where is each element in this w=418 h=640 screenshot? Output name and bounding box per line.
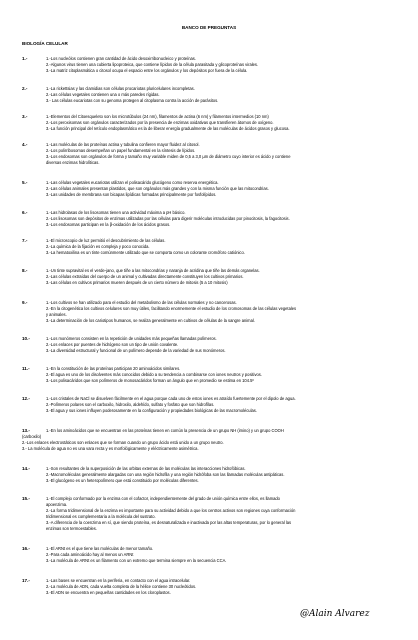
question-statements — [46, 546, 402, 564]
statement-line: 3.- La molécula de agua no es una vara recta y es morfológicamente y eléctricamente asimétrica. — [22, 446, 199, 452]
statement-line: 2.-Polímeros polares son el carboxilo, hidroxilo, aldehído, sulfato y fosfato que son hidrofílas. — [46, 402, 215, 408]
statement-line: enzimas son termoestables. — [46, 526, 97, 532]
statement-line: 3.-La hematoxilina es un tinte comúnmente utilizado que se comporta como un colorante cromóforo catiónico. — [46, 250, 245, 256]
statement-line: 1.-Los cristales de NaCl se disuelven fácilmente en el agua porque cada uno de estos iones es atraído fuertemente por el dipolo de agua. — [46, 396, 296, 401]
question-statements — [46, 578, 402, 596]
question-statements — [46, 336, 402, 354]
statement-line: 1.-El ARNt es el que tiene las moléculas de menor tamaño. — [46, 546, 154, 551]
question-number: 4.- — [22, 142, 28, 147]
statement-line: 2.-En la citogenética los cultivos celulares son muy útiles, facilitando enormemente el estudio de los cromosomas de las células vegetales — [46, 306, 297, 312]
statement-line: 1.-El microscopio de luz permitió el descubrimiento de las células. — [46, 238, 166, 243]
statement-line: 3.-Los endosomas participan en la β-oxidación de los ácidos grasos. — [46, 222, 171, 228]
statement-line: 3.-El ADN se encuentra en pequeñas cantidades en los cloroplastos. — [46, 590, 171, 596]
statement-line: 3.-La molécula de ARNt es un filamento con un extremo que termina siempre en la secuencia CCA. — [46, 558, 227, 564]
question-number: 14.- — [22, 466, 30, 471]
statement-line: 2.-Para cada aminoácido hay al menos un ARNt — [46, 552, 134, 558]
statement-line: 2.-La molécula de ADN, cada vuelta completa de la hélice contiene 30 nucleótidos. — [46, 584, 197, 590]
statement-line: 2.-Los polirribosomas desempeñan un papel fundamental en la síntesis de lípidos. — [46, 148, 196, 154]
statement-line: 2.-Las células extraídas del cuerpo de un animal y cultivadas directamente constituyen los cultivos primarios. — [46, 274, 244, 280]
author-signature: @Alain Alvarez — [300, 609, 370, 619]
statement-line: 3.-Los polisacáridos que son polímeros de monosacáridos forman un ángulo que en promedio se estima en 104.5º — [46, 378, 254, 384]
question-statements — [46, 396, 402, 414]
statement-line: 3.-La diversidad estructural y funcional de un polímero depende de la variedad de sus monómeros. — [46, 348, 226, 354]
statement-line: tridimensional es complementaria a la molécula del sustrato. — [46, 514, 156, 520]
statement-line: 1.-Las bases se encuentran en la periferia, en contacto con el agua intracelular. — [46, 578, 191, 583]
question-number: 12.- — [22, 396, 30, 401]
question-statements — [46, 466, 402, 484]
question-number: 8.- — [22, 268, 28, 273]
statement-line: 1.-Elementos del Citoesqueleto son los microtúbulos (24 nm), filamentos de actina (6 nm) y filamentos intermedios (10 nm) — [46, 114, 269, 119]
question-number: 10.- — [22, 336, 30, 341]
statement-line: 3.-Las células en cultivos primarios mueren después de un cierto número de mitosis (5 a 10 mitosis) — [46, 280, 228, 286]
statement-line: 2.-Macromoléculas generalmente alargadas con una región hidrofila y una región hidrófoba son las llamadas moléculas antipáticas. — [46, 472, 285, 478]
statement-line: 2.-La forma tridimensional de la enzima es importante para su actividad debido a que los centros activos son regiones cuya conformación — [46, 508, 296, 514]
question-statements — [46, 142, 402, 166]
statement-line: 1.-Las moléculas de las proteínas actina y tubulina confieren mayor fluidez al citosol. — [46, 142, 200, 147]
question-number: 6.- — [22, 210, 28, 215]
statement-line: 1.-Un tinte supravital es el verde-jano, que tiñe a las mitocondrias y naranja de acridina que tiñe las demás organelas. — [46, 268, 260, 273]
question-number: 16.- — [22, 546, 30, 551]
statement-line: 1.-En los aminoácidos que se encuentran en las proteínas tienen en común la presencia de un grupo NH (imino) y un grupo COOH — [46, 428, 284, 433]
statement-line: 2.-Los lisosomas son depósitos de enzimas utilizadas por las células para digerir moléculas introducidas por pinocitosis, la fagocitosis. — [46, 216, 290, 222]
statement-line: 3.-La matriz citoplasmática o citosol ocupa el espacio entre los orgánulos y los depósitos por fuera de la célula. — [46, 68, 248, 74]
question-statements — [22, 428, 402, 452]
question-statements — [46, 366, 402, 384]
question-statements — [46, 238, 402, 256]
question-number: 17.- — [22, 578, 30, 583]
question-number: 1.- — [22, 56, 28, 61]
statement-line: 1.-Los nucleólos contienen gran cantidad de ácido desoxirribonucleico y proteínas. — [46, 56, 196, 61]
question-statements — [46, 114, 402, 132]
question-statements — [46, 210, 402, 228]
statement-line: 3.-A diferencia de la coenzima en sí, que siendo proteína, es desnaturalizada e inactivada por las altas temperaturas, por lo general las — [46, 520, 292, 526]
question-statements — [46, 86, 402, 104]
question-number: 3.- — [22, 114, 28, 119]
statement-line: 1.-Son resultantes de la superposición de las orbitas externas de las moléculas las interacciones hidrofóbicas. — [46, 466, 246, 471]
question-number: 15.- — [22, 496, 30, 501]
question-statements — [46, 180, 402, 198]
statement-line: 3.-La determinación de los cariotipos humanos, se realiza generalmente en cultivos de células de la sangre animal. — [46, 318, 255, 324]
statement-line: 2.-Las células vegetales contienen una o más paredes rígidas. — [46, 92, 160, 98]
statement-line: 2.-La química de la fijación es compleja y poco conocida. — [46, 244, 150, 250]
statement-line: 1.-Los monómeros consisten en la repetición de unidades más pequeñas llamadas polímeros. — [46, 336, 217, 341]
statement-line: 2.-Los peroxisomas son orgánulos caracterizados por la presencia de enzimas oxidativas que transfieren átomos de oxígeno. — [46, 120, 274, 126]
statement-line: 3.-Los endosomas son orgánulos de forma y tamaño muy variable miden de 0,5 a 3,0 µm de diámetro cuyo interior es ácido y contiene — [46, 154, 291, 160]
question-statements — [46, 268, 402, 286]
question-number: 11.- — [22, 366, 30, 371]
statement-line: 3.-El glucógeno es un heteropolímero que está constituido por moléculas diferentes. — [46, 478, 199, 484]
statement-line: 3.- Las células eucariotas con su genoma protegen al citoplasma contra la acción de parásitos. — [46, 98, 219, 104]
statement-line: 2.-Las células animales presentan plastidos, que son orgánulos más grandes y con la misma función que las mitocondrias. — [46, 186, 269, 192]
question-number: 9.- — [22, 300, 28, 305]
section-heading: BIOLOGÍA CELULAR — [22, 41, 68, 46]
statement-line: (carboxilo) — [22, 434, 42, 440]
statement-line: 3.-El agua y sus iones influyen poderosamente en la configuración y propiedades biológicas de las macromoléculas. — [46, 408, 257, 414]
document-title: BANCO DE PREGUNTAS — [181, 25, 237, 30]
statement-line: 1.-En la constitución de las proteínas participan 20 aminoácidos similares. — [46, 366, 181, 371]
statement-line: 1.-Las células vegetales eucariotas utilizan el polisacárido glucógeno como reserva energética. — [46, 180, 219, 185]
statement-line: 1.-Los cultivos se han utilizado para el estudio del metabolismo de las células normales y no cancerosas. — [46, 300, 237, 305]
statement-line: 1.-La rickettsias y las clamidias son células procariotas pluricelulares incompletas. — [46, 86, 195, 91]
statement-line: apoenzima. — [46, 502, 68, 508]
question-statements — [46, 56, 402, 74]
statement-line: 2.-El agua es uno de los disolventes más conocidos debido a su tendencia a combinarse con iones neutros y positivos. — [46, 372, 262, 378]
statement-line: 1.-Las hidrolasas de los lisosomas tienen una actividad máxima a pH básico. — [46, 210, 186, 215]
statement-line: 3.-La función principal del retículo endoplasmático es la de liberar energía gradualmente de las moléculas de ácidos grasos y glucosa. — [46, 126, 290, 132]
question-statements — [46, 496, 402, 533]
statement-line: 2.-Los enlaces por puentes de hidrógeno son un tipo de unión covalente. — [46, 342, 179, 348]
question-statements — [46, 300, 402, 324]
statement-line: 2.-Los enlaces electrostáticos son enlaces que se forman cuando un grupo ácido está unido a un grupo neutro. — [22, 440, 224, 446]
statement-line: 1.-El complejo conformado por la enzima con el cofactor, independientemente del grado de unión química entre ellos, es llamado — [46, 496, 280, 501]
statement-line: 3.-Las unidades de membrana son bicapas lipídicas formadas principalmente por fosfolípidos. — [46, 192, 217, 198]
statement-line: y animales. — [46, 312, 67, 318]
question-number: 7.- — [22, 238, 28, 243]
question-number: 5.- — [22, 180, 28, 185]
question-number: 2.- — [22, 86, 28, 91]
statement-line: diversas enzimas hidrolíticas. — [46, 160, 100, 166]
statement-line: 2.-Algunos virus tienen una cubierta lipoproteica, que contiene lípidos de la célula parasitada y glicoproteínas virales. — [46, 62, 259, 68]
question-number: 13.- — [22, 428, 30, 433]
